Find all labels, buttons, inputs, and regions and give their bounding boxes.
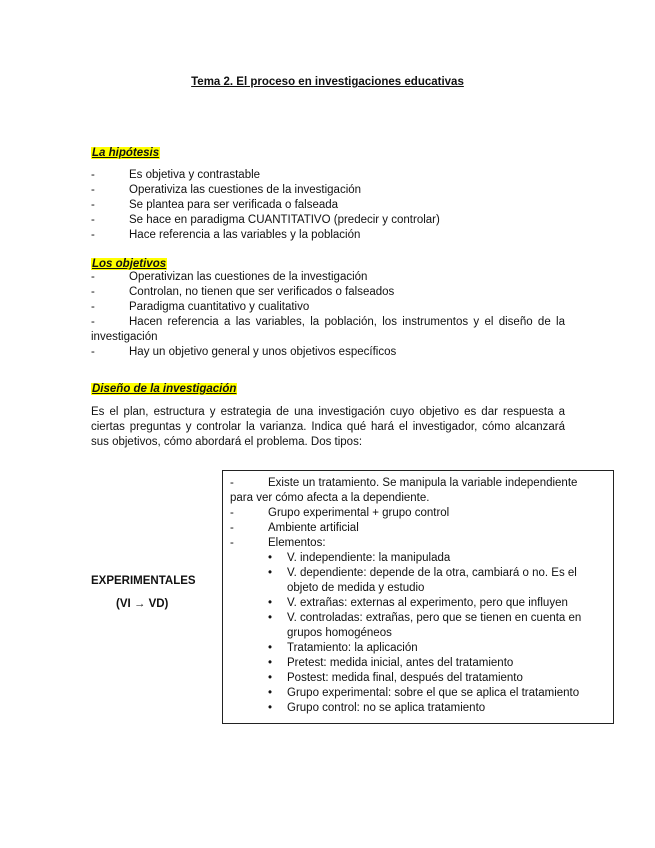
objetivos-list [91,270,571,360]
bullet-icon: • [268,687,273,699]
list-item: • Grupo control: no se aplica tratamiento [268,702,486,714]
list-item: - Paradigma cuantitativo y cualitativo [91,301,310,313]
list-item: - Operativizan las cuestiones de la investigación [91,271,368,283]
diseno-paragraph: Es el plan, estructura y estrategia de una investigación cuyo objetivo es dar respuesta a ciertas preguntas y controlar la varianza. Indica qué hará el investigador, cómo alcanzará sus objetivos, cómo abordará el problema. Dos tipos: [91,406,565,448]
experimentales-box-content [230,476,605,716]
heading-objetivos-text: Los objetivos [92,258,167,270]
heading-hipotesis [91,146,160,160]
box-line: - Ambiente artificial [230,522,359,534]
box-line: - Existe un tratamiento. Se manipula la variable independiente [230,477,578,489]
list-item: - Controlan, no tienen que ser verificados o falseados [91,286,395,298]
hipotesis-list [91,168,571,243]
bullet-icon: • [268,552,273,564]
list-item: - Operativiza las cuestiones de la investigación [91,184,362,196]
heading-hipotesis-text: La hipótesis [92,147,160,159]
bullet-icon: • [268,657,273,669]
list-item: • Tratamiento: la aplicación [268,642,418,654]
bullet-icon: • [268,597,273,609]
list-item: - Se hace en paradigma CUANTITATIVO (predecir y controlar) [91,214,440,226]
box-line: - Elementos: [230,537,326,549]
list-item: - Hay un objetivo general y unos objetivos específicos [91,346,397,358]
bullet-icon: • [268,567,273,579]
list-item: - Es objetiva y contrastable [91,169,261,181]
heading-diseno [91,382,237,396]
list-item: • V. controladas: extrañas, pero que se tienen en cuenta en grupos homogéneos [268,612,582,639]
list-item: - Se plantea para ser verificada o falseada [91,199,339,211]
page-title: Tema 2. El proceso en investigaciones educativas [191,76,464,88]
box-line: para ver cómo afecta a la dependiente. [230,492,430,504]
bullet-icon: • [268,702,273,714]
experimentales-box [222,470,614,724]
elementos-list [230,551,605,716]
list-item: • Pretest: medida inicial, antes del tratamiento [268,657,514,669]
list-item: • V. extrañas: externas al experimento, pero que influyen [268,597,568,609]
list-item: - Hacen referencia a las variables, la población, los instrumentos y el diseño de la investigación [91,316,565,343]
list-item: • V. independiente: la manipulada [268,552,451,564]
experimentales-label: EXPERIMENTALES [91,575,196,587]
experimentales-sub: (VI → VD) [116,598,169,610]
list-item: - Hace referencia a las variables y la población [91,229,361,241]
bullet-icon: • [268,612,273,624]
box-line: - Grupo experimental + grupo control [230,507,450,519]
list-item: • Postest: medida final, después del tratamiento [268,672,523,684]
heading-objetivos [91,257,167,271]
list-item: • Grupo experimental: sobre el que se aplica el tratamiento [268,687,580,699]
list-item: • V. dependiente: depende de la otra, cambiará o no. Es el objeto de medida y estudio [268,567,577,594]
bullet-icon: • [268,642,273,654]
bullet-icon: • [268,672,273,684]
heading-diseno-text: Diseño de la investigación [92,383,237,395]
